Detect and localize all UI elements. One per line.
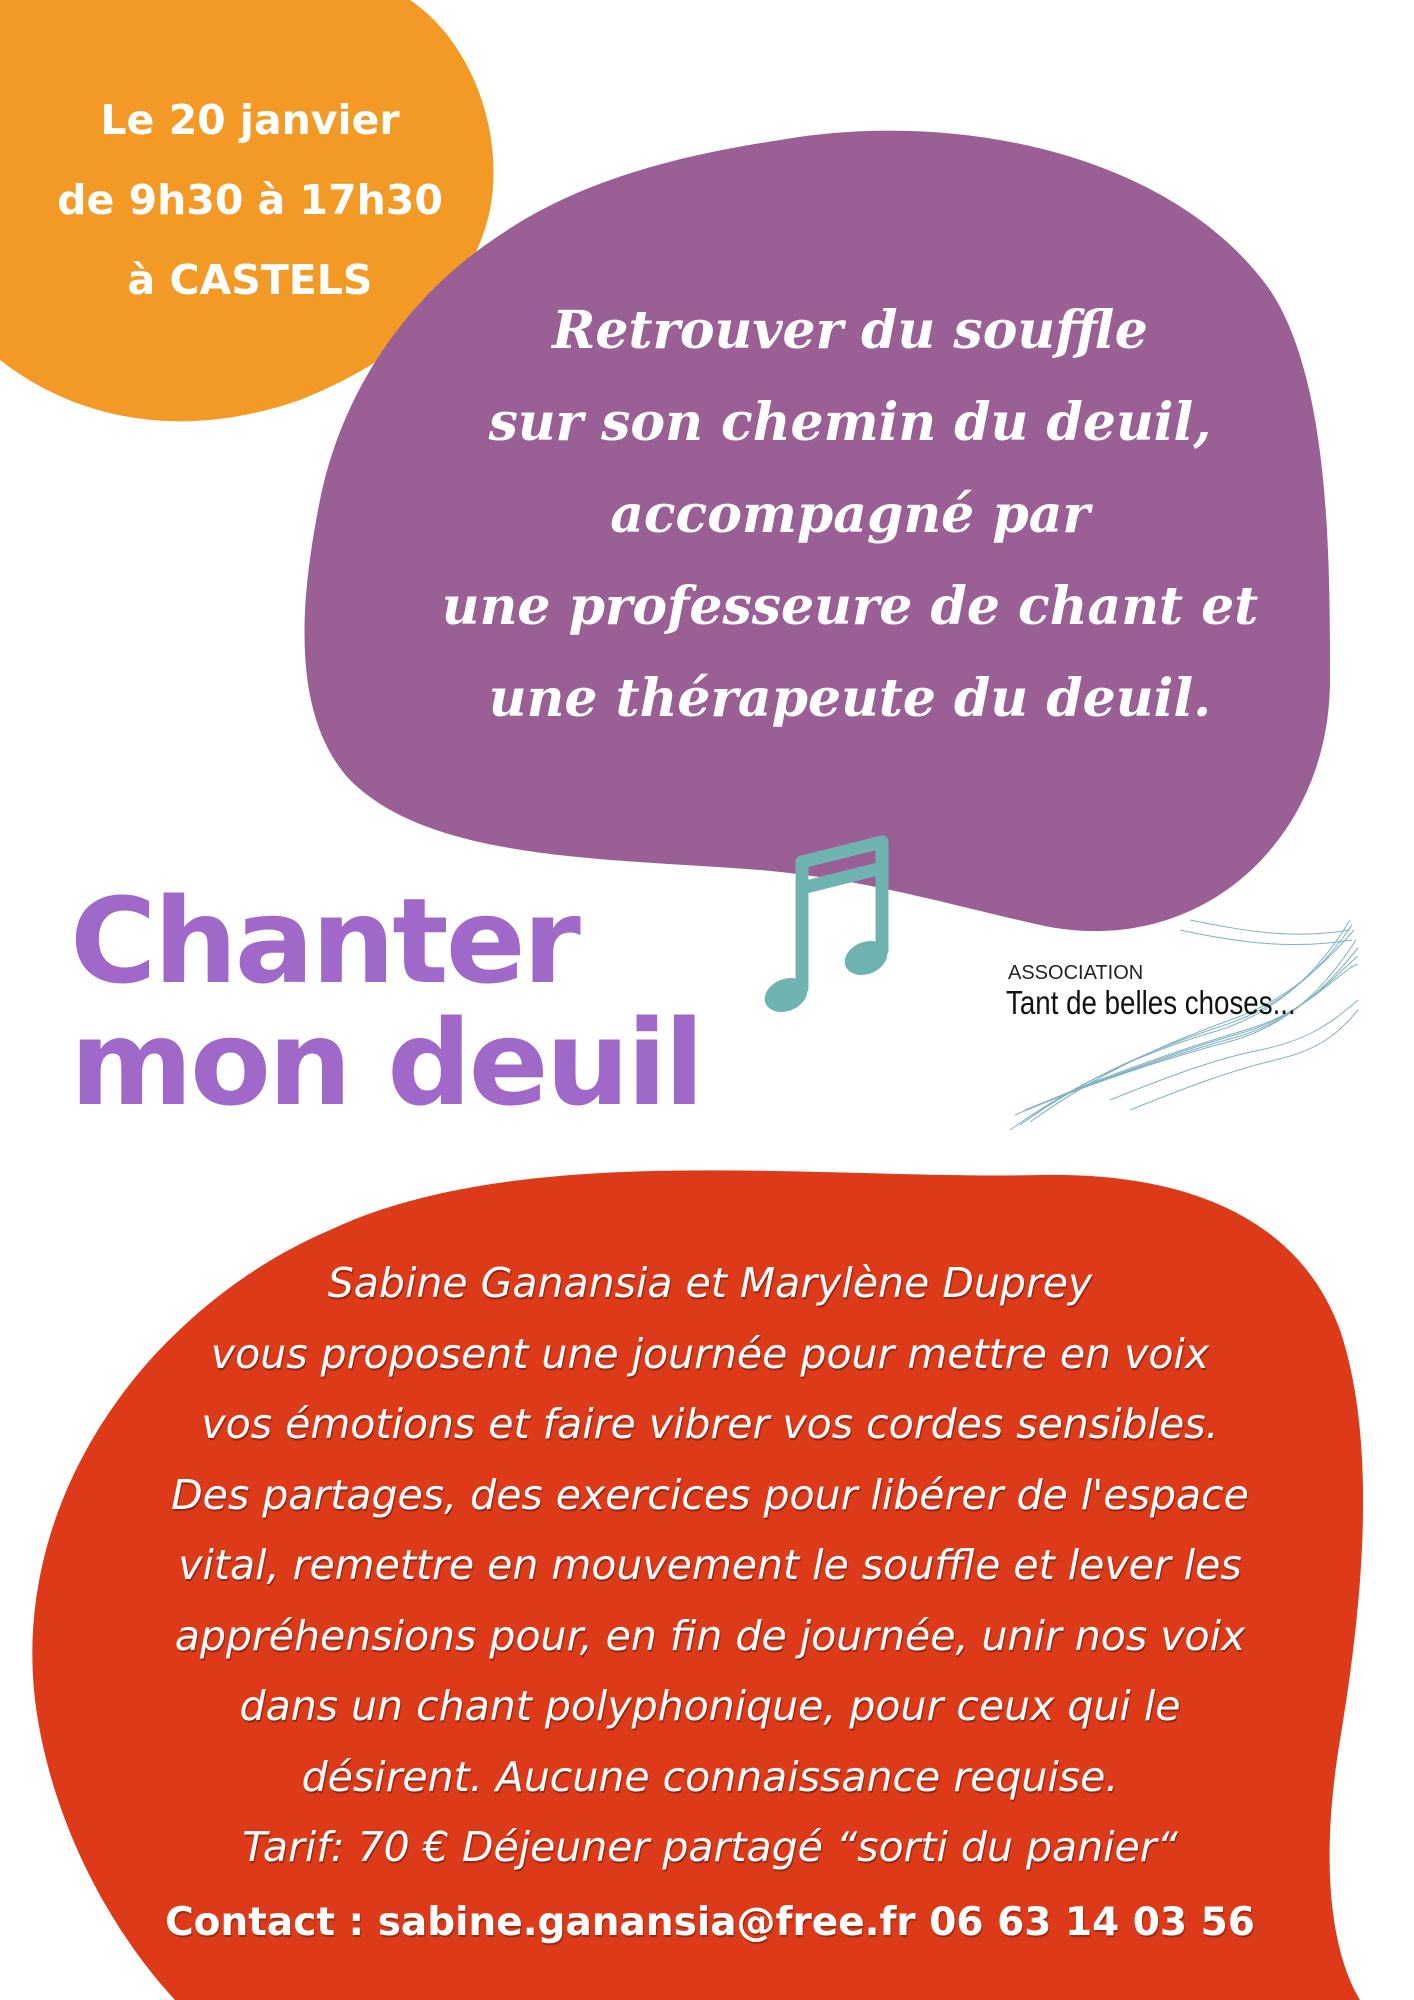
title-line: mon deuil bbox=[70, 994, 702, 1132]
logo-association-label: ASSOCIATION bbox=[1008, 962, 1144, 984]
description-line: vous proposent une journée pour mettre en voix bbox=[210, 1329, 1210, 1378]
contact-line: Contact : sabine.ganansia@free.fr 06 63 14 03 56 bbox=[165, 1900, 1255, 1945]
event-time: de 9h30 à 17h30 bbox=[57, 176, 443, 224]
description-line: vital, remettre en mouvement le souffle et lever les bbox=[178, 1541, 1242, 1589]
description-line: Des partages, des exercices pour libérer de l'espace bbox=[171, 1470, 1249, 1519]
tagline-line: sur son chemin du deuil, bbox=[488, 392, 1212, 453]
tagline-line: une thérapeute du deuil. bbox=[488, 668, 1212, 729]
event-date: Le 20 janvier bbox=[100, 96, 400, 144]
tagline-line: Retrouver du souffle bbox=[552, 300, 1148, 361]
description-line: désirent. Aucune connaissance requise. bbox=[301, 1752, 1119, 1801]
event-description bbox=[40, 1248, 1380, 1883]
association-logo bbox=[990, 910, 1360, 1135]
tagline-line: accompagné par bbox=[610, 484, 1090, 545]
description-line: dans un chant polyphonique, pour ceux qui le bbox=[239, 1682, 1181, 1730]
description-line: vos émotions et faire vibrer vos cordes sensibles. bbox=[201, 1400, 1219, 1448]
title-line: Chanter bbox=[70, 872, 578, 1010]
logo-association-name: Tant de belles choses... bbox=[1006, 984, 1296, 1021]
tagline bbox=[380, 285, 1320, 745]
page-title bbox=[70, 872, 702, 1132]
wave-lines-graphic bbox=[990, 910, 1360, 1135]
event-date-block bbox=[40, 80, 460, 320]
description-line: Sabine Ganansia et Marylène Duprey bbox=[327, 1259, 1093, 1307]
music-note-icon bbox=[760, 830, 910, 1030]
event-location: à CASTELS bbox=[127, 256, 373, 304]
tagline-line: une professeure de chant et bbox=[441, 576, 1259, 637]
description-line: appréhensions pour, en fin de journée, unir nos voix bbox=[174, 1611, 1246, 1660]
price-line: Tarif: 70 € Déjeuner partagé “sorti du panier“ bbox=[242, 1823, 1178, 1871]
